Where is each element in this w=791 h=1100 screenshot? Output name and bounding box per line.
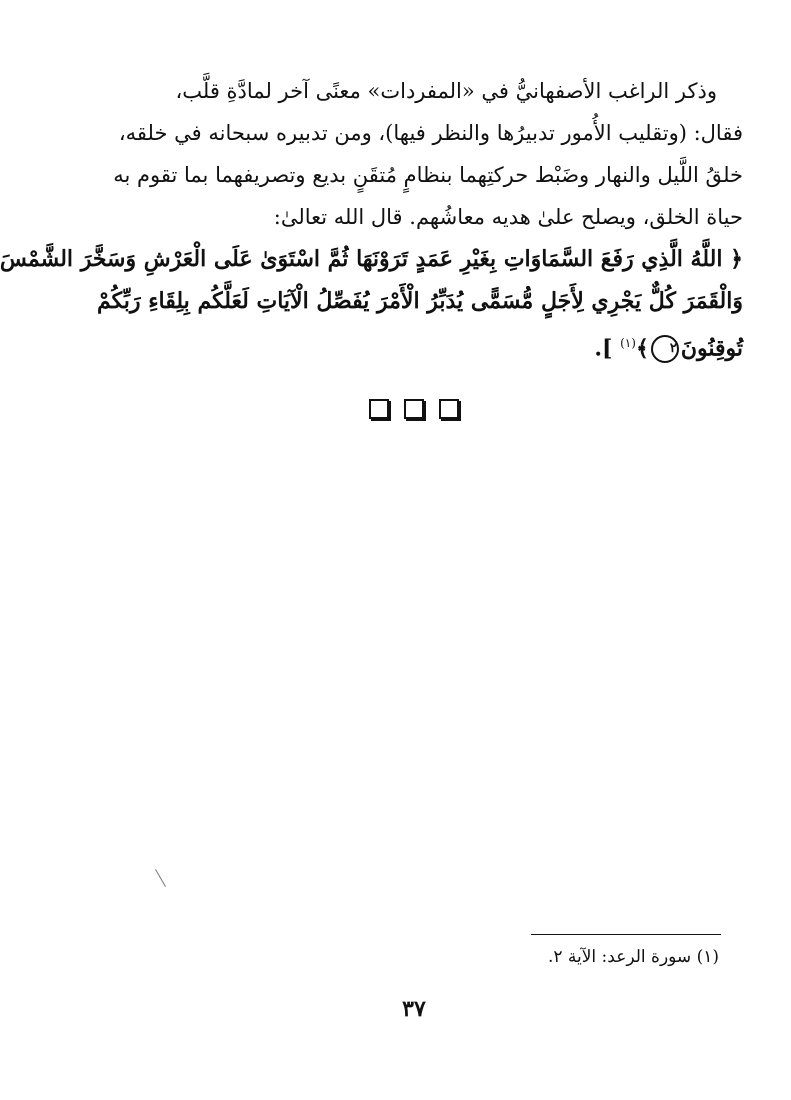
separator-square-icon xyxy=(439,399,459,419)
quran-verse-line: وَالْقَمَرَ كُلٌّ يَجْرِي لِأَجَلٍ مُّسَمًّى يُدَبِّرُ الْأَمْرَ يُفَصِّلُ الْآيَاتِ لَعَلَّكُم بِلِقَاءِ رَبِّكُمْ xyxy=(97,288,743,314)
paragraph-line: وذكر الراغب الأصفهانيُّ في «المفردات» معنًى آخر لمادَّةِ قلَّب، xyxy=(175,79,717,103)
verse-end-mark: ]. xyxy=(594,335,613,362)
footnote: (١) سورة الرعد: الآية ٢. xyxy=(547,947,719,967)
stray-pen-mark xyxy=(155,869,166,887)
section-separator xyxy=(37,399,791,423)
paragraph-line: فقال: (وتقليب الأُمور تدبيرُها والنظر فيها)، ومن تدبيره سبحانه في خلقه، xyxy=(118,121,743,145)
ayah-number-marker: ٢ xyxy=(651,335,679,363)
paragraph-line: خلقُ اللَّيل والنهار وضَبْط حركتِهما بنظامٍ مُتقَنٍ بديع وتصريفهما بما تقوم به xyxy=(113,163,743,187)
separator-square-icon xyxy=(369,399,389,419)
quran-verse-line: ﴿ اللَّهُ الَّذِي رَفَعَ السَّمَاوَاتِ بِغَيْرِ عَمَدٍ تَرَوْنَهَا ثُمَّ اسْتَوَىٰ عَلَى الْعَرْشِ وَسَخَّرَ الشَّمْسَ xyxy=(0,246,743,272)
page-number: ٣٧ xyxy=(402,996,426,1022)
footnote-reference: (١) xyxy=(620,336,636,350)
main-text xyxy=(0,70,743,364)
verse-text: تُوقِنُونَ xyxy=(680,335,743,362)
verse-closing-bracket: ﴾ xyxy=(635,335,649,362)
separator-square-icon xyxy=(404,399,424,419)
quran-verse-line xyxy=(137,322,743,364)
footnote-divider xyxy=(531,934,721,935)
paragraph-line: حياة الخلق، ويصلح علىٰ هديه معاشُهم. قال الله تعالىٰ: xyxy=(273,205,743,229)
